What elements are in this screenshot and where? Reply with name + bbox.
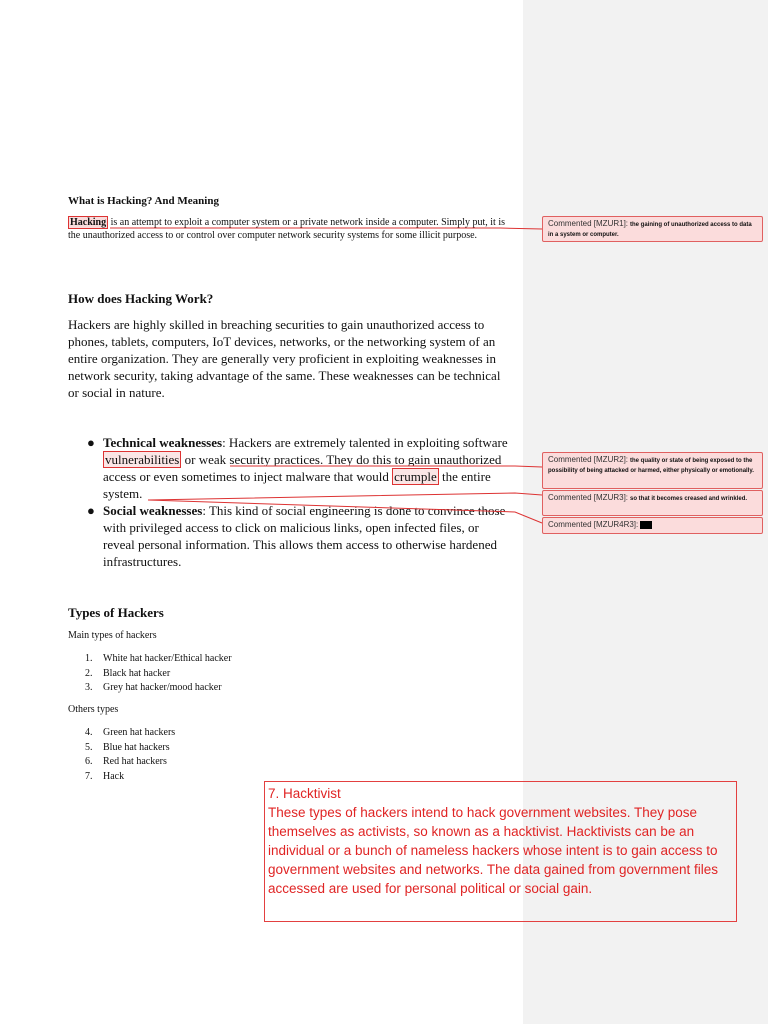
bullet-text: : Hackers are extremely talented in exploiting software [222,435,508,450]
other-types-list [68,726,368,784]
bullet-icon: ● [87,435,95,450]
list-item [68,434,513,502]
list-text: Red hat hackers [103,756,167,768]
list-item [68,667,368,682]
list-number: 2. [85,667,93,679]
weakness-bullet-list [68,434,513,570]
bullet-text: the entire system. [103,469,491,501]
list-text: Hack [103,770,125,782]
comment-mzur1[interactable] [542,216,763,242]
intro-paragraph [68,216,508,242]
hacktivist-description: These types of hackers intend to hack government websites. They pose themselves as activists, so known as a hacktivist. Hacktivists can be an individual or a bunch of nameless hackers whose intent is to gain access to government websites and networks. The data gained from government files accessed are used for personal political or social gain. [268,805,718,896]
comment-author-tag: Commented [MZUR1]: [548,219,629,228]
bullet-text: or weak security practices. They do this to gain unauthorized access or even sometimes to inject malware that would [103,452,502,484]
list-item [68,755,368,770]
list-text: Blue hat hackers [103,741,170,753]
list-number: 4. [85,727,93,738]
section-heading-types-of-hackers: Types of Hackers [68,605,164,620]
commented-term-crumple[interactable]: crumple [394,469,437,484]
list-item [68,652,368,667]
comment-author-tag: Commented [MZUR2]: [548,455,629,464]
comment-mzur2[interactable] [542,452,763,489]
bullet-label-social: Social weaknesses [103,503,203,518]
list-number: 7. [85,770,93,782]
commented-term-vulnerabilities[interactable]: vulnerabilities [105,452,180,467]
comment-text: the gaining of unauthorized access to data in a system or computer. [548,222,752,238]
list-text: White hat hacker/Ethical hacker [103,653,232,664]
bullet-text: : This kind of social engineering is done to convince those with privileged access to click on malicious links, open infected files, or reveal personal information. This allows them access to otherwise hardened infrastructures. [103,503,506,569]
comment-text: so that it becomes creased and wrinkled. [629,496,748,502]
list-text: Black hat hacker [103,667,171,679]
comment-author-tag: Commented [MZUR3]: [548,493,629,502]
list-item [68,681,368,696]
main-types-list [68,652,368,696]
bullet-label-technical: Technical weaknesses [103,435,223,450]
list-item [68,502,513,570]
list-item [68,741,368,756]
comment-mzur4r3[interactable] [542,517,763,534]
comment-author-tag: Commented [MZUR4R3]: [548,520,639,529]
intro-text: is an attempt to exploit a computer system or a private network inside a computer. Simply put, it is the unauthorized access to or control over computer network security systems for some illicit purpose. [68,217,505,241]
list-text: Grey hat hacker/mood hacker [103,682,222,694]
hacktivist-text-box[interactable] [264,781,737,922]
document-title: What is Hacking? And Meaning [68,195,219,207]
list-number: 1. [85,653,93,664]
comment-text: the quality or state of being exposed to the possibility of being attacked or harmed, either physically or emotionally. [548,458,754,474]
redacted-reply-block [640,521,652,529]
main-types-label: Main types of hackers [68,630,157,641]
bullet-icon: ● [87,503,95,518]
how-hacking-works-paragraph: Hackers are highly skilled in breaching securities to gain unauthorized access to phones, tablets, computers, IoT devices, networks, or the networking system of an entire organization. They are generally very proficient in exploiting weaknesses in network security, taking advantage of the same. These weaknesses can be technical or social in nature. [68,317,501,400]
commented-term-hacking[interactable]: Hacking [70,217,107,228]
list-number: 6. [85,756,93,768]
list-number: 5. [85,741,93,753]
list-number: 3. [85,682,93,694]
comment-mzur3[interactable] [542,490,763,516]
hacktivist-title: 7. Hacktivist [268,786,341,801]
list-item [68,726,368,741]
section-heading-how-hacking-works: How does Hacking Work? [68,291,214,306]
other-types-label: Others types [68,704,119,715]
list-text: Green hat hackers [103,727,176,738]
